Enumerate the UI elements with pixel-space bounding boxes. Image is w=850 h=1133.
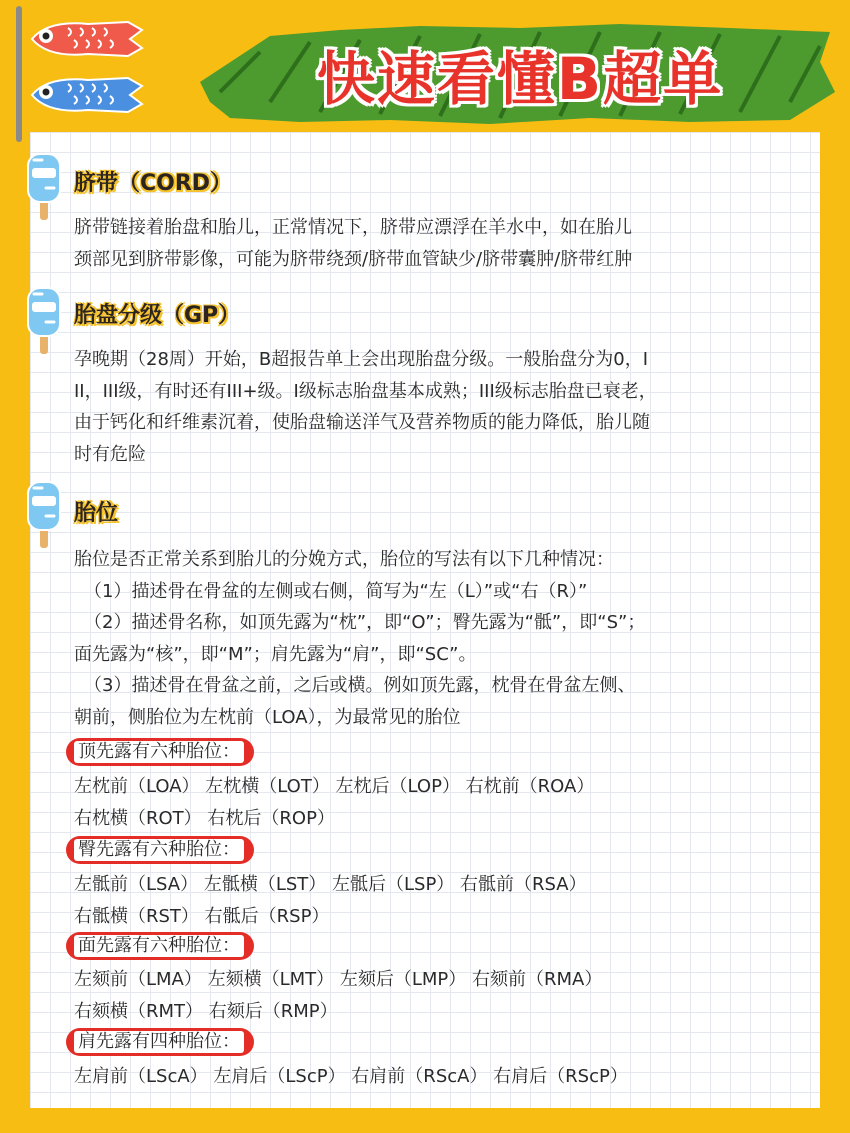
position-group-label: [66, 932, 254, 960]
text-line: 脐带链接着胎盘和胎儿，正常情况下，脐带应漂浮在羊水中，如在胎儿: [74, 217, 632, 238]
blue-carp-streamer-icon: [28, 74, 146, 116]
section-body-cord: [74, 212, 814, 275]
text-line: 朝前，侧胎位为左枕前（LOA），为最常见的胎位: [74, 706, 461, 728]
position-group-label-text: 面先露有六种胎位：: [74, 935, 244, 957]
text-line: （2）描述骨名称，如顶先露为“枕”，即“O”；臀先露为“骶”，即“S”；: [84, 612, 646, 633]
position-row: 左枕前（LOA） 左枕横（LOT） 左枕后（LOP） 右枕前（ROA）: [74, 776, 595, 797]
position-group-label: [66, 738, 254, 766]
position-row: 右颏横（RMT） 右颏后（RMP）: [74, 1001, 338, 1022]
section-heading-cord: 脐带（CORD）: [74, 171, 233, 196]
text-line: 时有危险: [74, 443, 146, 465]
flag-pole: [16, 6, 22, 142]
position-group-label-text: 臀先露有六种胎位：: [74, 839, 244, 861]
text-line: 由于钙化和纤维素沉着，使胎盘输送洋气及营养物质的能力降低，胎儿随: [74, 412, 650, 433]
position-row: 左骶前（LSA） 左骶横（LST） 左骶后（LSP） 右骶前（RSA）: [74, 874, 587, 895]
text-line: 颈部见到脐带影像，可能为脐带绕颈/脐带血管缺少/脐带囊肿/脐带红肿: [74, 248, 633, 270]
page-title: 快速看懂B超单: [316, 45, 724, 113]
text-line: 面先露为“核”，即“M”；肩先露为“肩”，即“SC”。: [74, 643, 477, 665]
ice-cream-icon: [22, 478, 66, 550]
position-row: 右骶横（RST） 右骶后（RSP）: [74, 906, 330, 927]
section-heading-fetal-position: 胎位: [74, 501, 119, 526]
position-group-label: [66, 836, 254, 864]
position-row: 左肩前（LScA） 左肩后（LScP） 右肩前（RScA） 右肩后（RScP）: [74, 1066, 628, 1087]
text-line: 孕晚期（28周）开始，B超报告单上会出现胎盘分级。一般胎盘分为0，I: [74, 349, 649, 370]
ice-cream-icon: [22, 284, 66, 356]
position-row: 右枕横（ROT） 右枕后（ROP）: [74, 808, 335, 829]
text-line: II，III级，有时还有III+级。I级标志胎盘基本成熟；III级标志胎盘已衰老，: [74, 380, 657, 402]
position-group-label-text: 肩先露有四种胎位：: [74, 1031, 244, 1053]
position-row: 左颏前（LMA） 左颏横（LMT） 左颏后（LMP） 右颏前（RMA）: [74, 969, 603, 990]
section-body-placenta-grade: [74, 344, 814, 470]
text-line: （1）描述骨在骨盆的左侧或右侧，简写为“左（L）”或“右（R）”: [84, 580, 588, 602]
section-body-fetal-position: [74, 544, 814, 733]
position-group-label: [66, 1028, 254, 1056]
text-line: 胎位是否正常关系到胎儿的分娩方式，胎位的写法有以下几种情况：: [74, 549, 614, 570]
section-heading-placenta-grade: 胎盘分级（GP）: [74, 303, 241, 328]
ice-cream-icon: [22, 150, 66, 222]
red-carp-streamer-icon: [28, 18, 146, 60]
text-line: （3）描述骨在骨盆之前，之后或横。例如顶先露，枕骨在骨盆左侧、: [84, 675, 636, 696]
position-group-label-text: 顶先露有六种胎位：: [74, 741, 244, 763]
